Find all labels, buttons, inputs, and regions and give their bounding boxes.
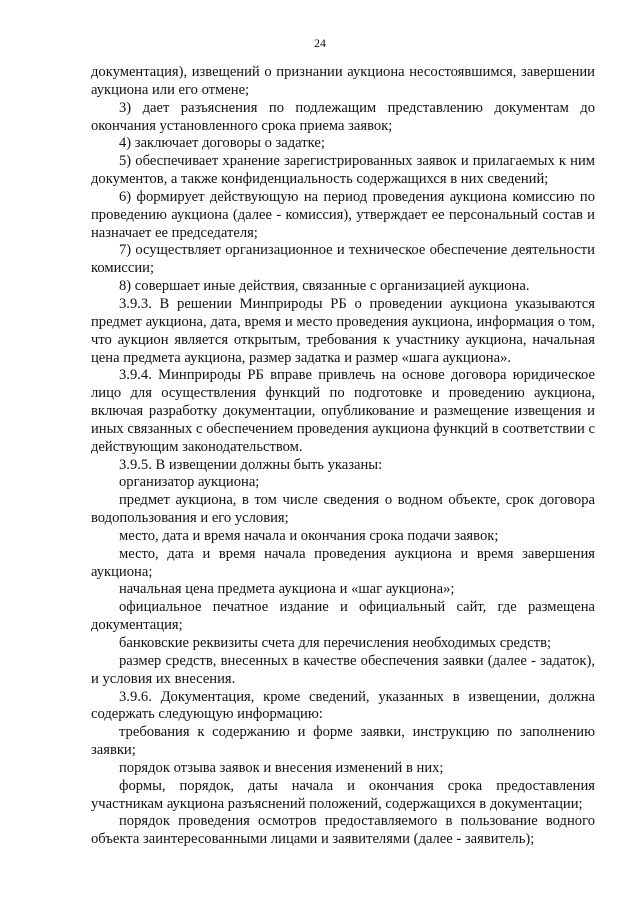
paragraph: 7) осуществляет организационное и техническое обеспечение деятельности комиссии; <box>91 242 595 277</box>
paragraph: начальная цена предмета аукциона и «шаг аукциона»; <box>119 581 455 598</box>
paragraph: 3) дает разъяснения по подлежащим представлению документам до окончания установленного срока приема заявок; <box>91 99 595 134</box>
paragraph: место, дата и время начала и окончания срока подачи заявок; <box>119 527 499 544</box>
paragraph: организатор аукциона; <box>119 474 260 491</box>
paragraph: банковские реквизиты счета для перечисления необходимых средств; <box>119 635 552 651</box>
document-body <box>91 64 595 849</box>
paragraph: 3.9.4. Минприроды РБ вправе привлечь на основе договора юридическое лицо для осуществления функций по подготовке и проведению аукциона, включая разработку документации, опубликование и размещение извещения и иных связанных с обеспечением проведения аукциона функций в соответствии с действующим законодательством. <box>91 367 595 455</box>
paragraph: 4) заключает договоры о задатке; <box>119 135 325 152</box>
paragraph: порядок отзыва заявок и внесения изменений в них; <box>119 759 444 776</box>
paragraph: порядок проведения осмотров предоставляемого в пользование водного объекта заинтересованными лицами и заявителями (далее - заявитель); <box>91 813 595 848</box>
paragraph: 3.9.5. В извещении должны быть указаны: <box>119 456 383 473</box>
paragraph: 6) формирует действующую на период проведения аукциона комиссию по проведению аукциона (далее - комиссия), утверждает ее персональный состав и назначает ее председателя; <box>91 188 595 241</box>
paragraph: формы, порядок, даты начала и окончания срока предоставления участникам аукциона разъяснений положений, содержащихся в документации; <box>91 777 595 812</box>
paragraph: документация), извещений о признании аукциона несостоявшимся, завершении аукциона или его отмене; <box>91 64 595 98</box>
paragraph: предмет аукциона, в том числе сведения о водном объекте, срок договора водопользования и его условия; <box>91 492 595 527</box>
paragraph: официальное печатное издание и официальный сайт, где размещена документация; <box>91 599 595 634</box>
paragraph: 5) обеспечивает хранение зарегистрированных заявок и прилагаемых к ним документов, а также конфиденциальность содержащихся в них сведений; <box>91 153 595 188</box>
paragraph: место, дата и время начала проведения аукциона и время завершения аукциона; <box>91 545 595 580</box>
paragraph: 8) совершает иные действия, связанные с организацией аукциона. <box>119 278 530 295</box>
paragraph: требования к содержанию и форме заявки, инструкцию по заполнению заявки; <box>91 724 595 759</box>
paragraph: размер средств, внесенных в качестве обеспечения заявки (далее - задаток), и условия их внесения. <box>91 652 595 687</box>
page-number: 24 <box>314 36 326 50</box>
paragraph: 3.9.6. Документация, кроме сведений, указанных в извещении, должна содержать следующую информацию: <box>91 688 595 723</box>
paragraph: 3.9.3. В решении Минприроды РБ о проведении аукциона указываются предмет аукциона, дата, время и место проведения аукциона, информация о том, что аукцион является открытым, требования к участнику аукциона, начальная цена предмета аукциона, размер задатка и размер «шага аукциона». <box>91 295 595 366</box>
